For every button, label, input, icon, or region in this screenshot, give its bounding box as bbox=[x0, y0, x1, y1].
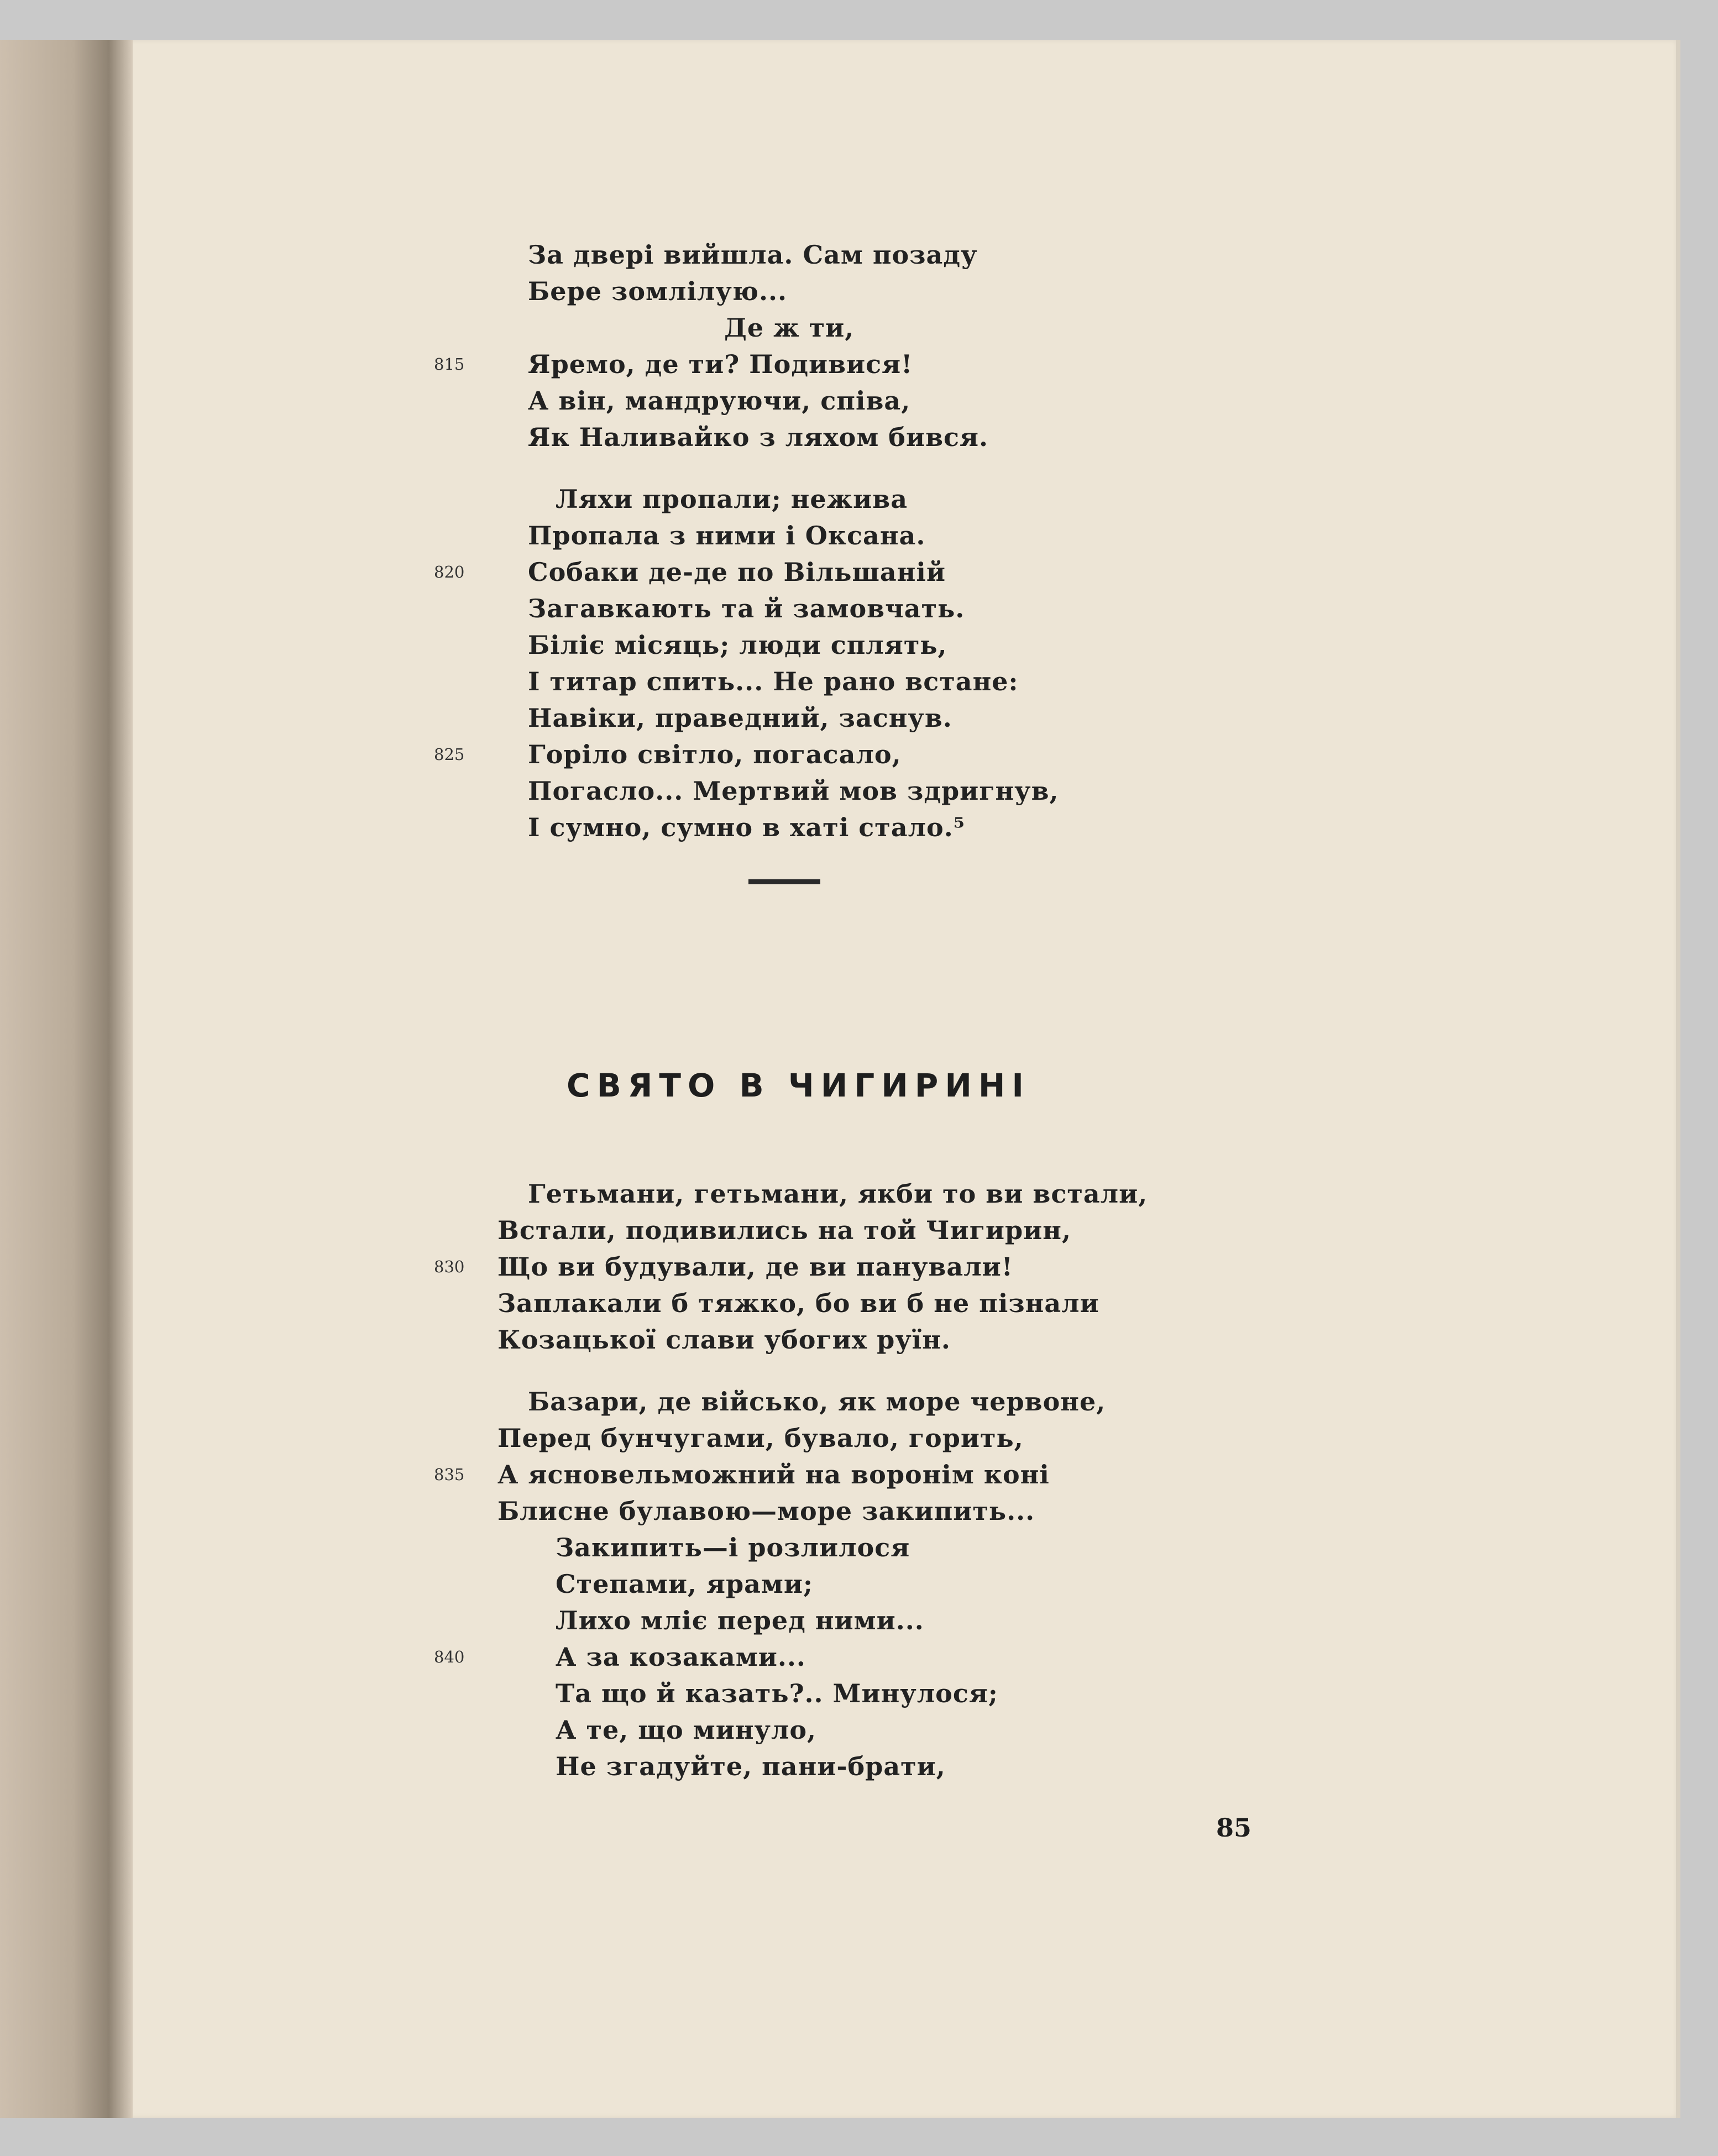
poem-line: Що ви будували, де ви панували! bbox=[497, 1252, 1013, 1282]
poem-line: Встали, подивились на той Чигирин, bbox=[497, 1215, 1071, 1245]
section-title: СВЯТО В ЧИГИРИНІ bbox=[567, 1067, 1030, 1104]
poem-line: Біліє місяць; люди сплять, bbox=[528, 630, 947, 660]
poem-line: Ляхи пропали; нежива bbox=[556, 484, 908, 514]
poem-line: Блисне булавою—море закипить... bbox=[497, 1496, 1035, 1526]
poem-line: Бере зомлілую... bbox=[528, 276, 788, 306]
poem-line: Загавкають та й замовчать. bbox=[528, 594, 965, 623]
poem-line: За двері вийшла. Сам позаду bbox=[528, 240, 978, 270]
poem-line: А за козаками... bbox=[556, 1642, 806, 1672]
section-divider bbox=[748, 879, 820, 884]
poem-line: Не згадуйте, пани-брати, bbox=[556, 1751, 946, 1781]
poem-line: А те, що минуло, bbox=[556, 1715, 817, 1745]
poem-line: Лихо мліє перед ними... bbox=[556, 1606, 924, 1635]
poem-line: Горіло світло, погасало, bbox=[528, 739, 902, 769]
page-number: 85 bbox=[1216, 1813, 1252, 1843]
poem-line: Перед бунчугами, бувало, горить, bbox=[497, 1423, 1024, 1453]
poem-line: Як Наливайко з ляхом бився. bbox=[528, 422, 989, 452]
poem-line: Закипить—і розлилося bbox=[556, 1533, 910, 1562]
poem-line: Собаки де-де по Вільшаній bbox=[528, 557, 946, 587]
line-number: 830 bbox=[434, 1257, 465, 1276]
poem-line: Заплакали б тяжко, бо ви б не пізнали bbox=[497, 1288, 1099, 1318]
poem-line: І сумно, сумно в хаті стало.⁵ bbox=[528, 812, 965, 842]
poem-line: А він, мандруючи, співа, bbox=[528, 386, 911, 416]
poem-line: Пропала з ними і Оксана. bbox=[528, 521, 926, 550]
line-number: 840 bbox=[434, 1648, 465, 1666]
poem-line: А ясновельможний на воронім коні bbox=[497, 1460, 1050, 1489]
line-number: 825 bbox=[434, 745, 465, 764]
poem-line: Де ж ти, bbox=[724, 313, 855, 343]
poem-line: Базари, де військо, як море червоне, bbox=[528, 1387, 1106, 1417]
poem-line: Гетьмани, гетьмани, якби то ви встали, bbox=[528, 1179, 1148, 1209]
poem-line: Яремо, де ти? Подивися! bbox=[528, 349, 913, 379]
poem-line: Погасло... Мертвий мов здригнув, bbox=[528, 776, 1059, 806]
line-number: 835 bbox=[434, 1465, 465, 1484]
line-number: 820 bbox=[434, 563, 465, 581]
poem-line: Та що й казать?.. Минулося; bbox=[556, 1678, 998, 1708]
poem-line: Степами, ярами; bbox=[556, 1569, 813, 1599]
line-number: 815 bbox=[434, 355, 465, 374]
poem-line: І титар спить... Не рано встане: bbox=[528, 667, 1019, 696]
poem-line: Навіки, праведний, заснув. bbox=[528, 703, 952, 733]
page-edge bbox=[1676, 40, 1680, 2118]
page-gutter bbox=[0, 40, 133, 2118]
poem-line: Козацької слави убогих руїн. bbox=[497, 1325, 951, 1355]
